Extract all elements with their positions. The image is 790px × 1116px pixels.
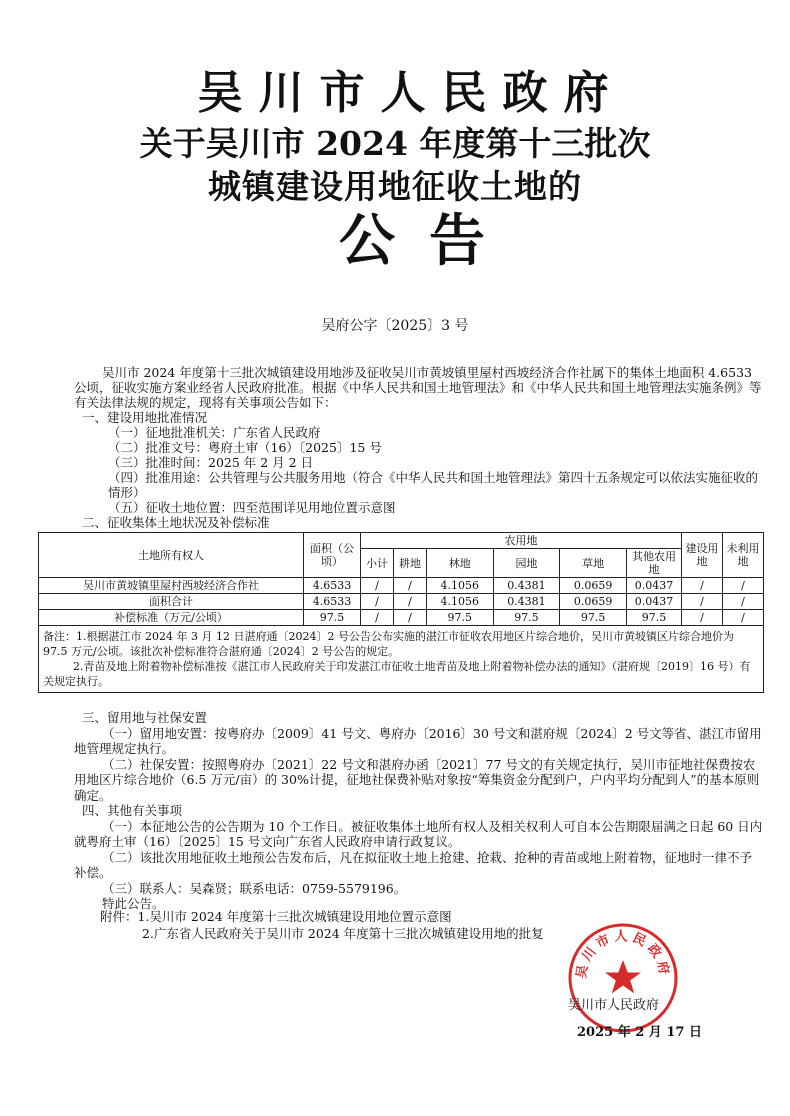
cell-subtotal: / [361, 594, 394, 610]
section-3-paragraph: （一）留用地安置：按粤府办〔2009〕41 号文、粤府办〔2016〕30 号文和湛府规〔2024〕2 号文等省、湛江市留用地管理规定执行。 [74, 725, 762, 756]
cell-garden: 0.4381 [493, 594, 560, 610]
cell-unused: / [723, 610, 764, 626]
closing-line: 特此公告。 [102, 896, 165, 911]
header-subtotal: 小计 [361, 549, 394, 578]
header-owner: 土地所有权人 [39, 533, 304, 578]
section-2-title: 二、征收集体土地状况及补偿标准 [82, 515, 270, 530]
attachments [100, 908, 544, 942]
section-4-title: 四、其他有关事项 [82, 803, 183, 818]
upper-body [74, 365, 764, 530]
cell-unused: / [723, 594, 764, 610]
cell-owner: 补偿标准（万元/公顷） [39, 610, 304, 626]
cell-grass: 97.5 [560, 610, 627, 626]
issue-date: 2025 年 2 月 17 日 [577, 1025, 702, 1040]
header-garden: 园地 [493, 549, 560, 578]
cell-forest: 4.1056 [426, 578, 493, 594]
cell-other-agricultural: 97.5 [627, 610, 682, 626]
header-agricultural-land: 农用地 [361, 533, 682, 549]
official-seal-icon [567, 922, 679, 1034]
header-grass: 草地 [560, 549, 627, 578]
section-4-paragraph: （二）该批次用地征收土地预公告发布后，凡在拟征收土地上抢建、抢栽、抢种的青苗或地上附着物，征地时一律不予补偿。 [74, 849, 753, 880]
cell-arable: / [393, 594, 426, 610]
issuer-signature: 吴川市人民政府 [568, 998, 660, 1013]
section-1-item: （二）批准文号：粤府土审（16）〔2025〕15 号 [108, 440, 382, 455]
cell-subtotal: / [361, 578, 394, 594]
table-row [39, 610, 764, 626]
table-row [39, 578, 764, 594]
intro-paragraph: 吴川市 2024 年度第十三批次城镇建设用地涉及征收吴川市黄坡镇里屋村西坡经济合作社属下的集体土地面积 4.6533 公顷，征收实施方案业经省人民政府批准。根据《中华人民共和国土地管理法》和《中华人民共和国土地管理法实施条例》等有关法律法规的规定，现将有关事项公告如下： [74, 365, 762, 410]
cell-construction: / [682, 610, 723, 626]
announcement-heading: 公告 [339, 208, 519, 274]
cell-grass: 0.0659 [560, 594, 627, 610]
cell-construction: / [682, 594, 723, 610]
table-note-1: 备注：1.根据湛江市 2024 年 3 月 12 日湛府通〔2024〕2 号公告公布实施的湛江市征收农用地区片综合地价，吴川市黄坡镇区片综合地价为 97.5 万元/公顷。该批次补偿标准符合湛府通〔2024〕2 号公告的规定。 [43, 630, 734, 658]
cell-other-agricultural: 0.0437 [627, 594, 682, 610]
cell-area: 4.6533 [304, 594, 361, 610]
section-3-paragraph: （二）社保安置：按照粤府办〔2021〕22 号文和湛府办函〔2021〕77 号文的有关规定执行，吴川市征地社保费按农用地区片综合地价（6.5 万元/亩）的 30%计提，征地社保费补贴对象按“筹集资金分配到户，户内平均分配到人”的基本原则确定。 [74, 756, 760, 803]
cell-grass: 0.0659 [560, 578, 627, 594]
seal-text: 吴川市人民政府 [574, 929, 672, 980]
table-row [39, 594, 764, 610]
title-line-1: 关于吴川市 2024 年度第十三批次 [139, 124, 651, 163]
section-1-item: （一）征地批准机关：广东省人民政府 [108, 425, 321, 440]
header-unused-land: 未利用地 [723, 533, 764, 578]
header-arable: 耕地 [393, 549, 426, 578]
cell-forest: 97.5 [426, 610, 493, 626]
cell-garden: 97.5 [493, 610, 560, 626]
header-forest: 林地 [426, 549, 493, 578]
document-number: 吴府公字〔2025〕3 号 [321, 318, 469, 334]
section-4-paragraph: （一）本征地公告的公告期为 10 个工作日。被征收集体土地所有权人及相关权利人可自本公告期限届满之日起 60 日内就粤府土审（16）〔2025〕15 号文向广东省人民政府申请行政复议。 [74, 818, 763, 849]
cell-garden: 0.4381 [493, 578, 560, 594]
table-note-2: 2.青苗及地上附着物补偿标准按《湛江市人民政府关于印发湛江市征收土地青苗及地上附着物补偿办法的通知》（湛府规〔2019〕16 号）有关规定执行。 [43, 660, 751, 688]
header-construction-land: 建设用地 [682, 533, 723, 578]
cell-other-agricultural: 0.0437 [627, 578, 682, 594]
section-1-title: 一、建设用地批准情况 [82, 410, 208, 425]
cell-arable: / [393, 578, 426, 594]
cell-forest: 4.1056 [426, 594, 493, 610]
header-area: 面积（公顷） [304, 533, 361, 578]
lower-body [74, 710, 764, 912]
title-line-2: 城镇建设用地征收土地的 [208, 167, 582, 206]
cell-area: 4.6533 [304, 578, 361, 594]
header-other-agricultural: 其他农用地 [627, 549, 682, 578]
table-notes [39, 626, 764, 693]
section-1-item: （三）批准时间：2025 年 2 月 2 日 [108, 455, 314, 470]
cell-subtotal: / [361, 610, 394, 626]
section-1-item: （五）征收土地位置：四至范围详见用地位置示意图 [108, 500, 396, 515]
section-1-item: （四）批准用途：公共管理与公共服务用地（符合《中华人民共和国土地管理法》第四十五条规定可以依法实施征收的情形） [108, 470, 759, 500]
cell-area: 97.5 [304, 610, 361, 626]
cell-arable: / [393, 610, 426, 626]
land-compensation-table [38, 532, 764, 693]
cell-construction: / [682, 578, 723, 594]
cell-unused: / [723, 578, 764, 594]
section-4-paragraph: （三）联系人：吴森贤；联系电话：0759-5579196。 [102, 880, 407, 896]
attachment-item: 2.广东省人民政府关于吴川市 2024 年度第十三批次城镇建设用地的批复 [142, 926, 544, 941]
cell-owner: 面积合计 [39, 594, 304, 610]
issuer-heading: 吴川市人民政府 [197, 66, 625, 119]
cell-owner: 吴川市黄坡镇里屋村西坡经济合作社 [39, 578, 304, 594]
attachment-item: 附件：1.吴川市 2024 年度第十三批次城镇建设用地位置示意图 [100, 909, 452, 924]
section-3-title: 三、留用地与社保安置 [82, 710, 208, 725]
